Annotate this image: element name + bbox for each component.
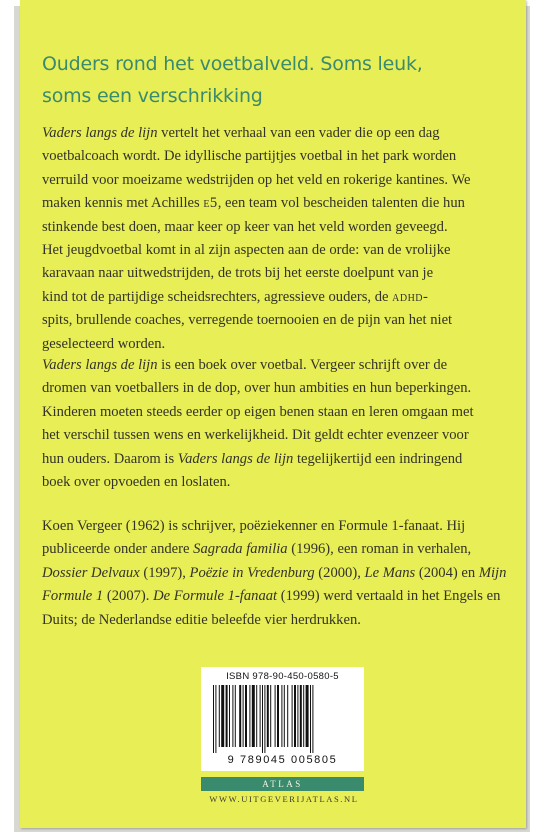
barcode-bar [235, 685, 236, 747]
text-line: voetbalcoach wordt. De idyllische partijtjes voetbal in het park worden [42, 148, 457, 165]
text-line: karavaan naar uitwedstrijden, de trots bij het eerste doelpunt van je [42, 265, 434, 282]
barcode-bar [281, 685, 282, 747]
barcode-bar [297, 685, 298, 747]
text-span: (2004) en [415, 564, 479, 581]
text-span: (1997), [139, 564, 190, 581]
barcode-bar [226, 685, 228, 747]
text-span: kind tot de partijdige scheidsrechters, agressieve ouders, de [42, 288, 393, 305]
barcode-bar [292, 685, 293, 747]
text-span: maken kennis met Achilles [42, 195, 204, 212]
barcode-bar [277, 685, 279, 747]
barcode-bar [300, 685, 302, 747]
barcode-bar [239, 685, 241, 747]
text-span: (2007). [103, 588, 154, 605]
text-line: stinkende best doen, maar keer op keer van het veld worden geveegd. [42, 218, 448, 235]
barcode-bar [213, 685, 214, 753]
book-title: Vaders langs de lijn [42, 357, 158, 373]
barcode-icon [211, 685, 354, 753]
abbreviation: adhd [392, 288, 424, 305]
book-title: De Formule 1-fanaat [153, 588, 278, 605]
publisher-logo: ATLAS [201, 777, 364, 791]
text-line: verruild voor moeizame wedstrijden op het veld en rokerige kantines. We [42, 171, 471, 188]
barcode-bar [232, 685, 233, 747]
text-line: geselecteerd worden. [42, 335, 166, 352]
barcode-bar [275, 685, 276, 747]
barcode-bar [249, 685, 250, 747]
text-line [42, 122, 512, 145]
book-title: Le Mans [364, 564, 416, 581]
book-title: Vaders langs de lijn [42, 125, 158, 141]
book-title: Vaders langs de lijn [177, 450, 294, 467]
book-title: Poëzie in Vredenburg [189, 564, 315, 581]
text-span: (2000), [314, 564, 365, 581]
barcode-bar [245, 685, 247, 747]
book-title: Dossier Delvaux [42, 564, 140, 581]
barcode-bar [306, 685, 309, 747]
book-title: Sagrada familia [193, 541, 288, 558]
blurb-paragraph-1 [42, 122, 512, 356]
barcode-bar [294, 685, 296, 747]
text-line: Koen Vergeer (1962) is schrijver, poëziekenner en Formule 1-fanaat. Hij [42, 518, 466, 534]
barcode-bar [264, 685, 265, 753]
text-span: is een boek over voetbal. Vergeer schrijft over de [157, 357, 448, 373]
text-line: spits, brullende coaches, verregende toernooien en de pijn van het niet [42, 312, 453, 329]
headline-line: Ouders rond het voetbalveld. Soms leuk, [42, 53, 423, 75]
barcode-bar [310, 685, 311, 753]
text-span: (1999) werd vertaald in het Engels en [277, 588, 501, 605]
text-line [42, 448, 512, 471]
barcode-label [201, 667, 364, 771]
barcode-bar [284, 685, 285, 747]
barcode-bar [262, 685, 263, 753]
text-line [42, 192, 512, 215]
text-span: hun ouders. Daarom is [42, 450, 178, 467]
barcode-bar [270, 685, 271, 747]
text-span: (1996), een roman in verhalen, [287, 541, 472, 558]
barcode-bar [303, 685, 304, 747]
text-span: - [423, 288, 428, 305]
text-line [42, 585, 512, 608]
blurb-paragraph-2 [42, 354, 512, 494]
author-bio [42, 515, 512, 632]
barcode-bar [243, 685, 244, 747]
book-title: Mijn [478, 564, 507, 581]
isbn-label: ISBN 978-90-450-0580-5 [226, 671, 339, 682]
publisher-website: WWW.UITGEVERIJATLAS.NL [209, 794, 359, 804]
team-name: e5 [203, 195, 218, 212]
barcode-bar [219, 685, 220, 747]
text-span: vertelt het verhaal van een vader die op een dag [157, 125, 440, 141]
headline-line: soms een verschrikking [42, 85, 263, 107]
book-title: Formule 1 [42, 588, 104, 605]
barcode-bar [287, 685, 288, 747]
text-line: Duits; de Nederlandse editie beleefde vier herdrukken. [42, 611, 361, 628]
barcode-bar [260, 685, 261, 747]
text-span: publiceerde onder andere [42, 541, 194, 558]
barcode-bar [252, 685, 255, 747]
barcode-bar [267, 685, 269, 747]
text-line [42, 286, 512, 309]
barcode-bar [221, 685, 224, 747]
text-line [42, 354, 512, 377]
barcode-bar [312, 685, 313, 753]
barcode-digits: 9 789045 005805 [227, 754, 338, 766]
text-span: tegelijkertijd een indringend [293, 450, 463, 467]
cover-headline [42, 48, 502, 112]
barcode-bar [256, 685, 257, 747]
barcode-bar [215, 685, 216, 753]
text-line: het verschil tussen wens en werkelijkheid. Dit geldt echter evenzeer voor [42, 427, 469, 444]
text-line: Kinderen moeten steeds eerder op eigen benen staan en leren omgaan met [42, 403, 474, 420]
text-line [42, 538, 512, 561]
text-line: boek over opvoeden en loslaten. [42, 474, 231, 491]
barcode-bar [229, 685, 230, 747]
text-span: , een team vol bescheiden talenten die hun [217, 195, 465, 212]
text-line: dromen van voetballers in de dop, over hun ambities en hun beperkingen. [42, 380, 472, 397]
text-line [42, 562, 512, 585]
text-line: Het jeugdvoetbal komt in al zijn aspecten aan de orde: van de vrolijke [42, 242, 451, 259]
